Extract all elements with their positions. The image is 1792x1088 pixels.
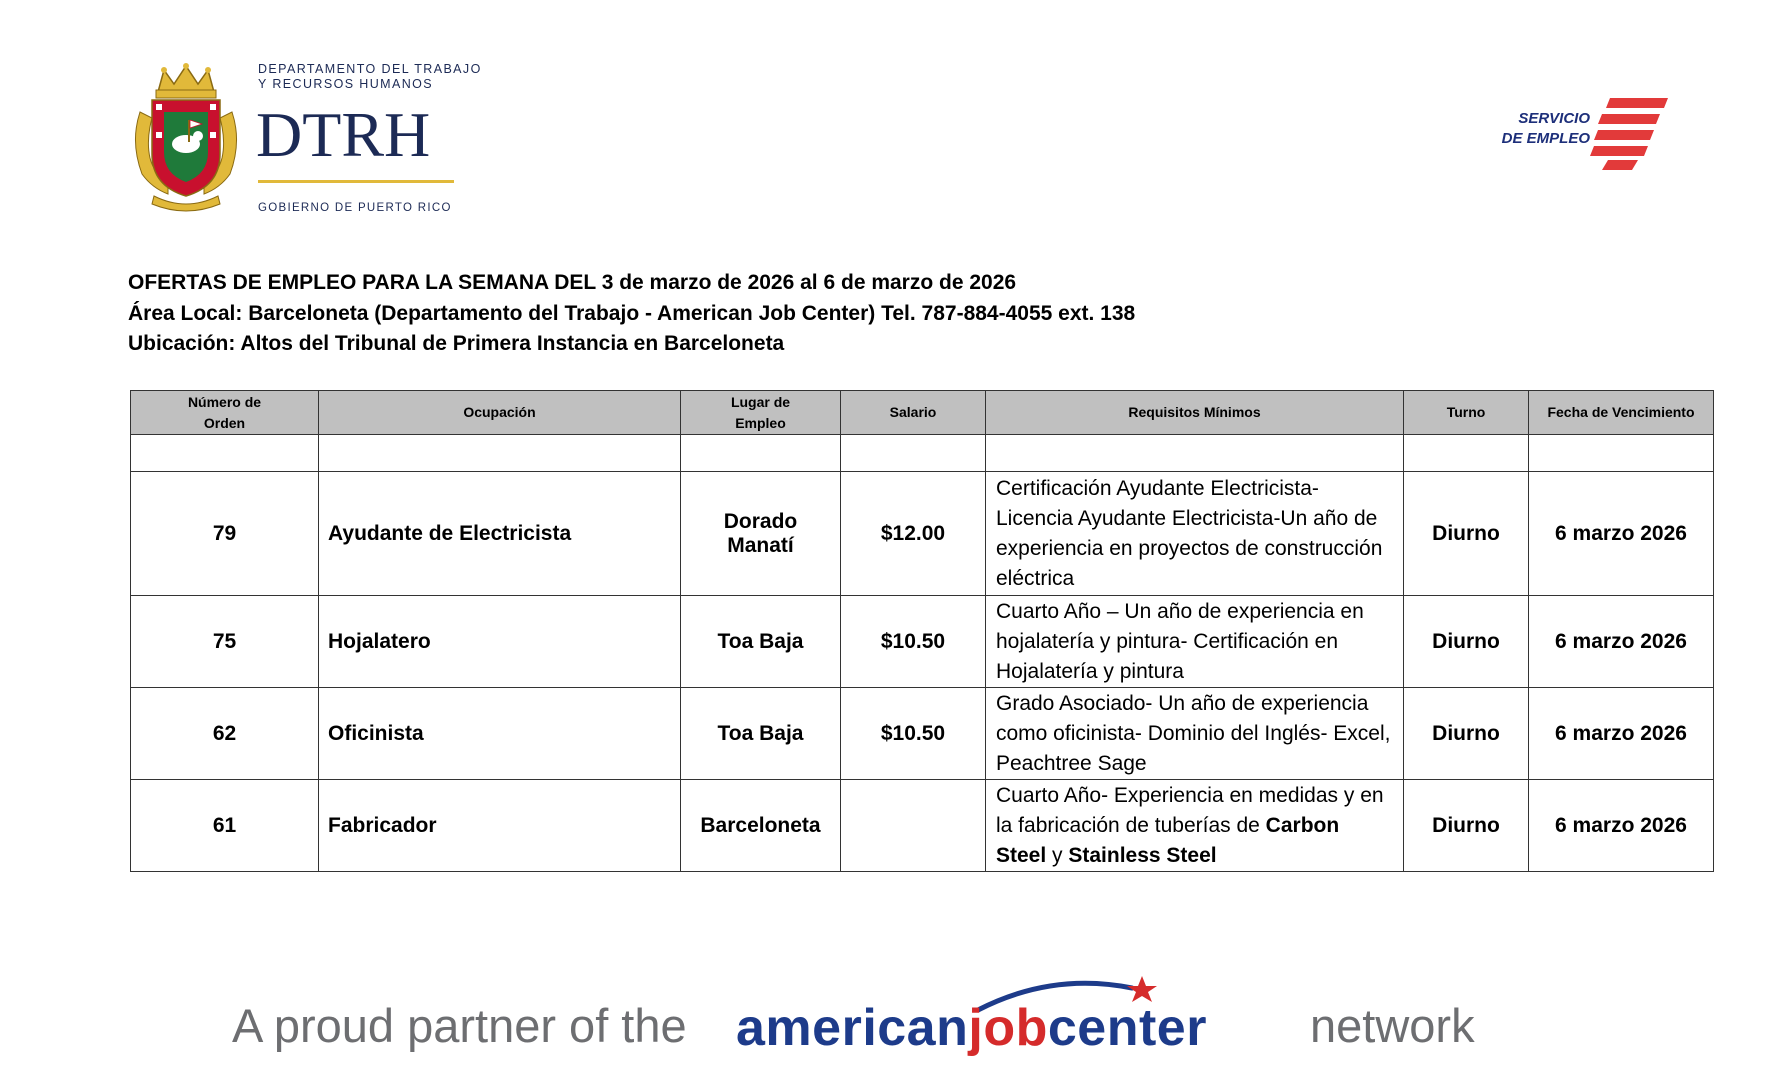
occupation: Fabricador [319, 780, 681, 872]
order-number: 62 [131, 688, 319, 780]
order-number: 75 [131, 596, 319, 688]
salary: $10.50 [841, 688, 986, 780]
occupation: Hojalatero [319, 596, 681, 688]
place-line-2: Manatí [727, 533, 794, 557]
column-header-order [131, 391, 319, 435]
coat-of-arms-icon [128, 62, 244, 212]
occupation: Oficinista [319, 688, 681, 780]
department-name-line-2: Y RECURSOS HUMANOS [258, 77, 433, 91]
wordmark-center: center [1047, 999, 1207, 1057]
heading-local-area: Área Local: Barceloneta (Departamento del Trabajo - American Job Center) Tel. 787-884-4055 ext. 138 [128, 301, 1136, 325]
requirements: Cuarto Año – Un año de experiencia en hojalatería y pintura- Certificación en Hojalatería y pintura [986, 596, 1404, 688]
gold-divider [258, 180, 454, 183]
table-row-empty [131, 435, 1714, 472]
place-of-employment: Toa Baja [681, 688, 841, 780]
servicio-line-2: DE EMPLEO [1501, 130, 1590, 147]
dtrh-logo [128, 62, 508, 222]
department-name-line-1: DEPARTAMENTO DEL TRABAJO [258, 62, 482, 76]
column-header-shift: Turno [1404, 391, 1529, 435]
column-header-place [681, 391, 841, 435]
listing-heading [128, 268, 1135, 360]
table-cell-empty [319, 435, 681, 472]
column-header-requirements: Requisitos Mínimos [986, 391, 1404, 435]
expiration-date: 6 marzo 2026 [1529, 472, 1714, 596]
table-row [131, 780, 1714, 872]
shift: Diurno [1404, 472, 1529, 596]
expiration-date: 6 marzo 2026 [1529, 688, 1714, 780]
column-header-order-line-2: Orden [203, 414, 246, 431]
wordmark-american: american [736, 999, 969, 1057]
requirements-bold-carbon: Carbon Steel [996, 813, 1340, 867]
ajc-partner-banner [232, 970, 1572, 1070]
column-header-expiration: Fecha de Vencimiento [1529, 391, 1714, 435]
requirements: Grado Asociado- Un año de experiencia como oficinista- Dominio del Inglés- Excel, Peachtree Sage [986, 688, 1404, 780]
column-header-place-line-1: Lugar de [730, 393, 791, 410]
stripes-flag-icon [1588, 96, 1668, 172]
heading-week-range: OFERTAS DE EMPLEO PARA LA SEMANA DEL 3 de marzo de 2026 al 6 de marzo de 2026 [128, 271, 1017, 294]
shift: Diurno [1404, 596, 1529, 688]
wordmark-job: job [968, 999, 1048, 1057]
table-row [131, 472, 1714, 596]
table-header-row [131, 391, 1714, 435]
salary [841, 780, 986, 872]
salary: $12.00 [841, 472, 986, 596]
servicio-de-empleo-logo [1488, 96, 1668, 176]
expiration-date: 6 marzo 2026 [1529, 596, 1714, 688]
requirements-bold-stainless: Stainless Steel [1068, 843, 1217, 867]
occupation: Ayudante de Electricista [319, 472, 681, 596]
network-word: network [1310, 999, 1475, 1052]
expiration-date: 6 marzo 2026 [1529, 780, 1714, 872]
table-cell-empty [131, 435, 319, 472]
column-header-order-line-1: Número de [187, 393, 262, 410]
place-of-employment [681, 472, 841, 596]
table-cell-empty [841, 435, 986, 472]
order-number: 61 [131, 780, 319, 872]
salary: $10.50 [841, 596, 986, 688]
order-number: 79 [131, 472, 319, 596]
shift: Diurno [1404, 780, 1529, 872]
american-job-center-wordmark [736, 998, 1207, 1058]
table-cell-empty [986, 435, 1404, 472]
requirements-conjunction: y [1046, 843, 1069, 867]
table-cell-empty [1529, 435, 1714, 472]
servicio-line-1: SERVICIO [1518, 110, 1590, 127]
place-line-1: Dorado [723, 509, 798, 533]
dtrh-wordmark: DTRH [256, 99, 431, 170]
place-of-employment: Toa Baja [681, 596, 841, 688]
partner-tagline: A proud partner of the [232, 999, 687, 1052]
requirements: Certificación Ayudante Electricista-Licencia Ayudante Electricista-Un año de experiencia en proyectos de construcción eléctrica [986, 472, 1404, 596]
requirements-text: Cuarto Año- Experiencia en medidas y en la fabricación de tuberías de [996, 783, 1384, 837]
table-row [131, 688, 1714, 780]
shift: Diurno [1404, 688, 1529, 780]
heading-location: Ubicación: Altos del Tribunal de Primera Instancia en Barceloneta [128, 332, 785, 355]
column-header-occupation: Ocupación [319, 391, 681, 435]
table-cell-empty [681, 435, 841, 472]
table-row [131, 596, 1714, 688]
place-of-employment: Barceloneta [681, 780, 841, 872]
government-name: GOBIERNO DE PUERTO RICO [258, 202, 452, 214]
table-cell-empty [1404, 435, 1529, 472]
job-offers-table [130, 390, 1714, 872]
requirements [986, 780, 1404, 872]
column-header-salary: Salario [841, 391, 986, 435]
column-header-place-line-2: Empleo [735, 414, 786, 431]
